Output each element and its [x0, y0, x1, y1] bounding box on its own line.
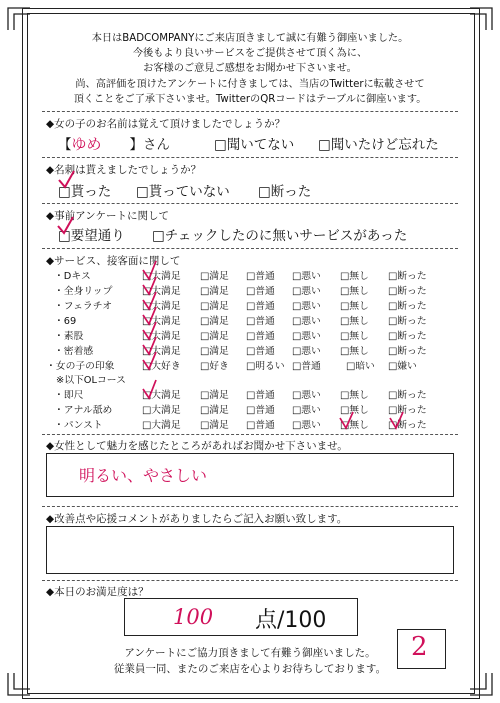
q2-question: ◆名刺は貰えましたでしょうか？	[46, 164, 202, 176]
choice-dark[interactable]: □暗い	[346, 361, 375, 372]
q5-question: ◆女性として魅力を感じたところがあればお聞かせ下さいませ。	[46, 440, 348, 452]
q2-option-received[interactable]: □貰った	[58, 184, 112, 200]
choice-normal[interactable]: □普通	[246, 316, 275, 327]
choice-none[interactable]: □無し	[340, 316, 369, 327]
row-label: ・素股	[54, 331, 84, 342]
intro-line: 頂くことをご了承下さいませ。TwitterのQRコードはテーブルに御座います。	[73, 93, 427, 105]
q1-question: ◆女の子のお名前は覚えて頂けましたでしょうか？	[46, 118, 286, 130]
handwritten-score: 100	[173, 605, 214, 629]
choice-normal[interactable]: □普通	[246, 271, 275, 282]
score-suffix: 点/100	[255, 608, 327, 633]
choice-very-satisfied[interactable]: □大満足	[142, 390, 181, 401]
choice-bad[interactable]: □悪い	[292, 405, 321, 416]
choice-like[interactable]: □好き	[200, 361, 229, 372]
row-label: ・フェラチオ	[54, 301, 113, 312]
divider	[42, 434, 458, 435]
choice-satisfied[interactable]: □満足	[200, 301, 229, 312]
choice-none[interactable]: □無し	[340, 420, 369, 431]
footer-line: 従業員一同、またのご来店を心よりお待ちしております。	[113, 663, 387, 675]
choice-refused[interactable]: □断った	[388, 346, 427, 357]
staff-mark-box	[397, 629, 446, 669]
q3-option-missing-service[interactable]: □チェックしたのに無いサービスがあった	[152, 228, 408, 244]
q1-option-not-heard[interactable]: □聞いてない	[214, 137, 295, 153]
choice-refused[interactable]: □断った	[388, 316, 427, 327]
footer-line: アンケートにご協力頂きまして有難う御座いました。	[124, 647, 376, 659]
choice-normal[interactable]: □普通	[246, 301, 275, 312]
handwritten-charm-answer: 明るい、やさしい	[79, 466, 208, 485]
handwritten-name[interactable]: ゆめ	[71, 135, 102, 153]
choice-none[interactable]: □無し	[340, 390, 369, 401]
choice-normal[interactable]: □普通	[292, 361, 321, 372]
choice-satisfied[interactable]: □満足	[200, 271, 229, 282]
row-label: ・パンスト	[54, 420, 103, 431]
choice-very-satisfied[interactable]: □大満足	[142, 346, 181, 357]
q4-question: ◆サービス、接客面に関して	[46, 255, 181, 267]
choice-bad[interactable]: □悪い	[292, 390, 321, 401]
q2-option-refused[interactable]: □断った	[258, 184, 312, 200]
choice-normal[interactable]: □普通	[246, 420, 275, 431]
score-box[interactable]	[124, 598, 358, 636]
row-label: ・69	[54, 316, 77, 327]
row-label: ・密着感	[54, 346, 94, 357]
choice-refused[interactable]: □断った	[388, 271, 427, 282]
q7-question: ◆本日のお満足度は？	[46, 586, 149, 598]
bracket-open: 【	[58, 137, 72, 153]
name-suffix: 】さん	[129, 137, 170, 153]
choice-none[interactable]: □無し	[340, 331, 369, 342]
choice-satisfied[interactable]: □満足	[200, 405, 229, 416]
choice-none[interactable]: □無し	[340, 301, 369, 312]
choice-normal[interactable]: □普通	[246, 405, 275, 416]
choice-none[interactable]: □無し	[340, 286, 369, 297]
choice-refused[interactable]: □断った	[388, 420, 427, 431]
intro-line: 今後もより良いサービスをご提供させて頂く為に、	[132, 48, 368, 60]
choice-satisfied[interactable]: □満足	[200, 420, 229, 431]
choice-satisfied[interactable]: □満足	[200, 316, 229, 327]
choice-none[interactable]: □無し	[340, 405, 369, 416]
choice-none[interactable]: □無し	[340, 271, 369, 282]
intro-line: 尚、高評価を頂けたアンケートに付きましては、当店のTwitterに転載させて	[75, 78, 425, 90]
q1-option-forgot[interactable]: □聞いたけど忘れた	[318, 137, 439, 153]
choice-bad[interactable]: □悪い	[292, 331, 321, 342]
intro-line: お客様のご意見ご感想をお聞かせ下さいませ。	[143, 63, 357, 75]
q3-question: ◆事前アンケートに関して	[46, 210, 169, 222]
choice-refused[interactable]: □断った	[388, 390, 427, 401]
choice-bad[interactable]: □悪い	[292, 271, 321, 282]
choice-bad[interactable]: □悪い	[292, 420, 321, 431]
choice-satisfied[interactable]: □満足	[200, 331, 229, 342]
choice-satisfied[interactable]: □満足	[200, 390, 229, 401]
choice-normal[interactable]: □普通	[246, 286, 275, 297]
divider	[42, 580, 458, 581]
row-label: ・アナル舐め	[54, 405, 113, 416]
choice-dislike[interactable]: □嫌い	[388, 361, 417, 372]
choice-very-satisfied[interactable]: □大満足	[142, 405, 181, 416]
q6-question: ◆改善点や応援コメントがありましたらご記入お願い致します。	[46, 513, 348, 525]
q2-option-not-received[interactable]: □貰っていない	[136, 184, 230, 200]
handwritten-staff-mark: 2	[411, 632, 428, 662]
choice-refused[interactable]: □断った	[388, 301, 427, 312]
choice-bad[interactable]: □悪い	[292, 346, 321, 357]
choice-very-satisfied[interactable]: □大満足	[142, 420, 181, 431]
q3-option-as-requested[interactable]: □要望通り	[58, 228, 125, 244]
choice-bad[interactable]: □悪い	[292, 316, 321, 327]
comment-box[interactable]	[46, 526, 454, 574]
choice-normal[interactable]: □普通	[246, 331, 275, 342]
choice-very-satisfied[interactable]: □大満足	[142, 286, 181, 297]
choice-bad[interactable]: □悪い	[292, 301, 321, 312]
choice-very-satisfied[interactable]: □大満足	[142, 316, 181, 327]
row-label: ・即尺	[54, 390, 84, 401]
choice-satisfied[interactable]: □満足	[200, 286, 229, 297]
choice-refused[interactable]: □断った	[388, 405, 427, 416]
divider	[42, 506, 458, 507]
choice-very-satisfied[interactable]: □大満足	[142, 271, 181, 282]
ol-course-heading: ※以下OLコース	[56, 375, 126, 386]
choice-very-satisfied[interactable]: □大満足	[142, 301, 181, 312]
charm-answer-box[interactable]	[46, 453, 454, 497]
choice-refused[interactable]: □断った	[388, 286, 427, 297]
choice-normal[interactable]: □普通	[246, 390, 275, 401]
choice-bad[interactable]: □悪い	[292, 286, 321, 297]
choice-refused[interactable]: □断った	[388, 331, 427, 342]
choice-none[interactable]: □無し	[340, 346, 369, 357]
choice-very-satisfied[interactable]: □大満足	[142, 331, 181, 342]
choice-satisfied[interactable]: □満足	[200, 346, 229, 357]
row-label: ・女の子の印象	[46, 361, 115, 372]
row-label: ・全身リップ	[54, 286, 113, 297]
choice-normal[interactable]: □普通	[246, 346, 275, 357]
intro-line: 本日はBADCOMPANYにご来店頂きまして誠に有難う御座いました。	[91, 33, 409, 44]
row-label: ・Dキス	[54, 271, 91, 282]
choice-bright[interactable]: □明るい	[246, 361, 285, 372]
choice-love[interactable]: □大好き	[142, 361, 181, 372]
